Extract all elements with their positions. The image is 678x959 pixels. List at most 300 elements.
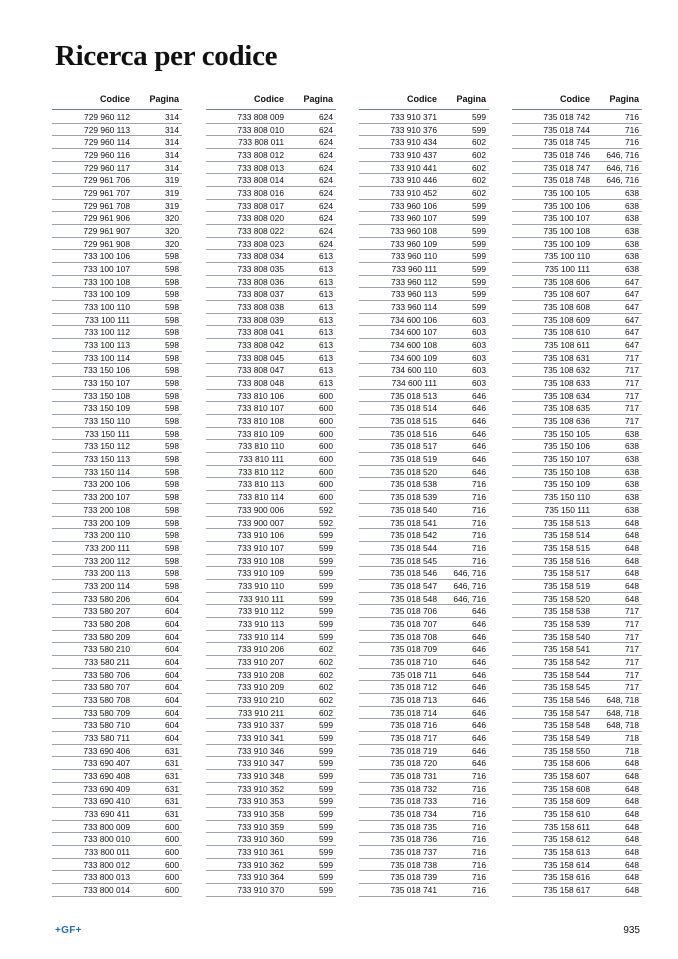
page-cell: 604 <box>165 694 179 705</box>
code-cell: 733 150 107 <box>83 378 130 389</box>
page-cell: 624 <box>319 175 333 186</box>
code-cell: 733 150 111 <box>84 428 130 439</box>
page-cell: 598 <box>165 568 179 579</box>
table-row <box>359 681 489 694</box>
code-cell: 733 960 108 <box>390 226 437 237</box>
table-row <box>206 301 336 314</box>
code-cell: 733 150 113 <box>84 454 130 465</box>
table-row <box>206 681 336 694</box>
page-cell: 646 <box>472 758 486 769</box>
page-cell: 599 <box>472 226 486 237</box>
table-row <box>52 187 182 200</box>
code-cell: 735 018 731 <box>390 770 437 781</box>
code-cell: 735 018 733 <box>390 796 437 807</box>
table-row <box>512 719 642 732</box>
code-cell: 735 018 719 <box>390 745 437 756</box>
table-row <box>206 694 336 707</box>
page-cell: 599 <box>319 631 333 642</box>
table-row <box>512 618 642 631</box>
page-cell: 717 <box>625 403 639 414</box>
table-row <box>512 174 642 187</box>
table-row <box>52 428 182 441</box>
code-cell: 733 910 446 <box>390 175 437 186</box>
page-cell: 638 <box>625 492 639 503</box>
table-row <box>359 364 489 377</box>
code-cell: 733 910 441 <box>390 162 437 173</box>
table-row <box>206 618 336 631</box>
code-cell: 733 100 114 <box>84 352 130 363</box>
column-header <box>512 94 642 110</box>
page-cell: 717 <box>625 618 639 629</box>
table-row <box>206 504 336 517</box>
table-row <box>52 326 182 339</box>
page-cell: 648 <box>625 859 639 870</box>
code-cell: 735 158 611 <box>544 821 590 832</box>
code-cell: 729 961 908 <box>83 238 130 249</box>
page-cell: 613 <box>319 264 333 275</box>
page-cell: 648, 718 <box>606 694 639 705</box>
code-cell: 733 910 209 <box>237 682 284 693</box>
table-row <box>52 732 182 745</box>
page-cell: 598 <box>165 479 179 490</box>
table-row <box>512 859 642 872</box>
page-cell: 647 <box>625 302 639 313</box>
page-cell: 599 <box>319 796 333 807</box>
page-cell: 600 <box>319 466 333 477</box>
code-cell: 735 158 538 <box>543 606 590 617</box>
code-cell: 733 960 110 <box>391 251 437 262</box>
table-row <box>512 669 642 682</box>
page-cell: 602 <box>472 175 486 186</box>
page-cell: 638 <box>625 238 639 249</box>
table-row <box>52 225 182 238</box>
table-row <box>206 846 336 859</box>
table-row <box>359 517 489 530</box>
page-cell: 716 <box>472 770 486 781</box>
code-cell: 735 100 111 <box>544 264 590 275</box>
code-cell: 735 018 547 <box>390 580 437 591</box>
table-row <box>52 795 182 808</box>
code-cell: 735 100 110 <box>544 251 590 262</box>
table-row <box>206 808 336 821</box>
table-row <box>512 707 642 720</box>
table-row <box>52 288 182 301</box>
table-row <box>359 200 489 213</box>
page-cell: 599 <box>472 251 486 262</box>
table-row <box>206 884 336 897</box>
table-row <box>512 517 642 530</box>
code-cell: 735 108 610 <box>543 327 590 338</box>
table-row <box>52 212 182 225</box>
code-cell: 733 960 107 <box>390 213 437 224</box>
page-cell: 598 <box>165 492 179 503</box>
code-cell: 733 960 106 <box>390 200 437 211</box>
code-cell: 735 018 541 <box>390 517 437 528</box>
page-cell: 716 <box>472 517 486 528</box>
page-cell: 320 <box>165 238 179 249</box>
page-cell: 598 <box>165 390 179 401</box>
code-cell: 733 808 042 <box>237 340 284 351</box>
code-cell: 735 018 720 <box>390 758 437 769</box>
code-cell: 733 800 011 <box>84 846 130 857</box>
code-header: Codice <box>406 94 437 104</box>
page-cell: 716 <box>472 542 486 553</box>
page-cell: 598 <box>165 340 179 351</box>
page-cell: 599 <box>319 834 333 845</box>
code-cell: 735 158 516 <box>543 555 590 566</box>
page-cell: 600 <box>319 416 333 427</box>
code-cell: 733 690 408 <box>83 770 130 781</box>
code-cell: 729 960 114 <box>84 137 130 148</box>
code-cell: 735 150 105 <box>543 428 590 439</box>
table-row <box>206 593 336 606</box>
page-cell: 598 <box>165 454 179 465</box>
table-row <box>512 124 642 137</box>
page-cell: 598 <box>165 530 179 541</box>
table-row <box>359 187 489 200</box>
page-cell: 646 <box>472 707 486 718</box>
code-cell: 733 808 011 <box>238 137 284 148</box>
table-row <box>512 745 642 758</box>
page-cell: 599 <box>319 606 333 617</box>
code-cell: 733 910 110 <box>238 580 284 591</box>
page-cell: 604 <box>165 720 179 731</box>
table-row <box>359 770 489 783</box>
code-cell: 735 018 713 <box>390 694 437 705</box>
page-cell: 602 <box>472 150 486 161</box>
code-cell: 733 910 341 <box>237 732 284 743</box>
code-cell: 733 150 109 <box>83 403 130 414</box>
page-cell: 648 <box>625 517 639 528</box>
page-cell: 599 <box>319 530 333 541</box>
code-cell: 733 690 406 <box>83 745 130 756</box>
table-row <box>512 238 642 251</box>
code-cell: 729 961 706 <box>83 175 130 186</box>
page-cell: 646 <box>472 631 486 642</box>
code-cell: 735 158 549 <box>543 732 590 743</box>
code-cell: 735 018 542 <box>390 530 437 541</box>
table-row <box>512 871 642 884</box>
table-row <box>206 453 336 466</box>
page-cell: 600 <box>165 821 179 832</box>
table-row <box>206 770 336 783</box>
table-row <box>359 618 489 631</box>
index-rows <box>52 111 182 897</box>
table-row <box>206 415 336 428</box>
page-cell: 598 <box>165 365 179 376</box>
code-cell: 735 018 520 <box>390 466 437 477</box>
page-cell: 624 <box>319 112 333 122</box>
table-row <box>206 669 336 682</box>
code-cell: 733 808 016 <box>237 188 284 199</box>
code-cell: 735 150 107 <box>543 454 590 465</box>
code-cell: 733 100 106 <box>83 251 130 262</box>
table-row <box>359 542 489 555</box>
table-row <box>512 643 642 656</box>
table-row <box>359 440 489 453</box>
gf-logo: +GF+ <box>55 925 82 936</box>
table-row <box>52 707 182 720</box>
table-row <box>512 504 642 517</box>
table-row <box>52 821 182 834</box>
code-cell: 735 158 514 <box>543 530 590 541</box>
page-cell: 716 <box>472 808 486 819</box>
table-row <box>206 263 336 276</box>
index-column-1 <box>52 94 182 897</box>
table-row <box>206 238 336 251</box>
code-cell: 735 018 514 <box>390 403 437 414</box>
column-header <box>206 94 336 110</box>
table-row <box>359 580 489 593</box>
page-cell: 598 <box>165 428 179 439</box>
page-cell: 646 <box>472 606 486 617</box>
table-row <box>512 200 642 213</box>
page-cell: 646 <box>472 694 486 705</box>
code-cell: 733 150 106 <box>83 365 130 376</box>
code-cell: 735 018 742 <box>543 112 590 122</box>
code-cell: 734 600 111 <box>391 378 437 389</box>
code-cell: 735 108 632 <box>543 365 590 376</box>
table-row <box>512 631 642 644</box>
table-row <box>359 238 489 251</box>
page-cell: 599 <box>319 745 333 756</box>
table-row <box>359 707 489 720</box>
page-cell: 613 <box>319 314 333 325</box>
table-row <box>206 187 336 200</box>
table-row <box>359 212 489 225</box>
page-cell: 598 <box>165 251 179 262</box>
page-cell: 599 <box>319 580 333 591</box>
code-cell: 733 960 113 <box>391 289 437 300</box>
code-cell: 733 690 410 <box>83 796 130 807</box>
code-cell: 733 910 106 <box>237 530 284 541</box>
table-row <box>206 390 336 403</box>
page-cell: 598 <box>165 403 179 414</box>
code-cell: 735 100 108 <box>543 226 590 237</box>
table-row <box>512 263 642 276</box>
page-cell: 598 <box>165 416 179 427</box>
page-cell: 602 <box>472 188 486 199</box>
code-cell: 733 800 012 <box>83 859 130 870</box>
code-cell: 734 600 107 <box>390 327 437 338</box>
page-cell: 600 <box>165 846 179 857</box>
page-cell: 648 <box>625 783 639 794</box>
page-cell: 592 <box>319 504 333 515</box>
table-row <box>52 352 182 365</box>
code-cell: 735 108 635 <box>543 403 590 414</box>
page-cell: 613 <box>319 340 333 351</box>
page-cell: 604 <box>165 618 179 629</box>
page-cell: 314 <box>165 162 179 173</box>
code-cell: 733 580 208 <box>83 618 130 629</box>
code-cell: 733 808 037 <box>237 289 284 300</box>
table-row <box>52 111 182 124</box>
code-cell: 733 960 114 <box>391 302 437 313</box>
table-row <box>206 517 336 530</box>
page-cell: 598 <box>165 466 179 477</box>
code-cell: 733 910 376 <box>390 124 437 135</box>
page-cell: 646 <box>472 656 486 667</box>
code-cell: 733 800 009 <box>83 821 130 832</box>
table-row <box>359 377 489 390</box>
page-cell: 598 <box>165 378 179 389</box>
table-row <box>52 846 182 859</box>
table-row <box>359 263 489 276</box>
page-cell: 624 <box>319 188 333 199</box>
table-row <box>512 415 642 428</box>
page-cell: 646 <box>472 403 486 414</box>
table-row <box>512 162 642 175</box>
table-row <box>512 276 642 289</box>
page-cell: 599 <box>319 770 333 781</box>
page-cell: 604 <box>165 682 179 693</box>
page-cell: 602 <box>319 682 333 693</box>
code-cell: 733 808 010 <box>237 124 284 135</box>
index-column-4 <box>512 94 642 897</box>
page-cell: 600 <box>165 872 179 883</box>
code-cell: 729 961 906 <box>83 213 130 224</box>
code-cell: 735 158 546 <box>543 694 590 705</box>
code-cell: 735 018 744 <box>543 124 590 135</box>
code-cell: 735 018 717 <box>390 732 437 743</box>
page-cell: 717 <box>625 682 639 693</box>
page-cell: 613 <box>319 378 333 389</box>
page-cell: 646 <box>472 390 486 401</box>
table-row <box>512 339 642 352</box>
table-row <box>206 200 336 213</box>
page-cell: 602 <box>319 707 333 718</box>
page-cell: 319 <box>165 175 179 186</box>
table-row <box>512 364 642 377</box>
table-row <box>359 276 489 289</box>
table-row <box>512 288 642 301</box>
table-row <box>512 250 642 263</box>
table-row <box>206 352 336 365</box>
code-cell: 733 580 707 <box>83 682 130 693</box>
code-cell: 733 808 023 <box>237 238 284 249</box>
code-index <box>52 94 644 906</box>
table-row <box>206 555 336 568</box>
table-row <box>359 352 489 365</box>
table-row <box>206 136 336 149</box>
page-cell: 604 <box>165 593 179 604</box>
page-cell: 604 <box>165 631 179 642</box>
code-cell: 733 808 048 <box>237 378 284 389</box>
code-cell: 735 108 609 <box>543 314 590 325</box>
code-cell: 735 100 109 <box>543 238 590 249</box>
table-row <box>359 466 489 479</box>
table-row <box>359 504 489 517</box>
page-cell: 624 <box>319 124 333 135</box>
page-cell: 599 <box>319 568 333 579</box>
page-cell: 638 <box>625 226 639 237</box>
table-row <box>512 605 642 618</box>
page-cell: 599 <box>472 112 486 122</box>
page-cell: 599 <box>472 302 486 313</box>
code-header: Codice <box>99 94 130 104</box>
code-cell: 733 150 112 <box>84 441 130 452</box>
index-rows <box>512 111 642 897</box>
table-row <box>52 719 182 732</box>
code-cell: 729 960 112 <box>84 112 130 122</box>
code-cell: 733 808 014 <box>237 175 284 186</box>
table-row <box>206 174 336 187</box>
page-cell: 319 <box>165 188 179 199</box>
table-row <box>359 453 489 466</box>
page-cell: 598 <box>165 352 179 363</box>
table-row <box>206 859 336 872</box>
page-cell: 647 <box>625 327 639 338</box>
page-cell: 646 <box>472 441 486 452</box>
page-cell: 648 <box>625 530 639 541</box>
code-cell: 733 910 107 <box>237 542 284 553</box>
page-cell: 717 <box>625 644 639 655</box>
table-row <box>52 580 182 593</box>
page-header: Pagina <box>456 94 486 104</box>
table-row <box>206 542 336 555</box>
table-row <box>359 491 489 504</box>
page-cell: 600 <box>319 479 333 490</box>
table-row <box>512 212 642 225</box>
code-cell: 733 910 347 <box>237 758 284 769</box>
code-cell: 733 690 407 <box>83 758 130 769</box>
page-cell: 592 <box>319 517 333 528</box>
page-cell: 599 <box>319 720 333 731</box>
code-cell: 735 018 739 <box>390 872 437 883</box>
code-cell: 733 910 114 <box>238 631 284 642</box>
table-row <box>359 846 489 859</box>
code-cell: 733 808 035 <box>237 264 284 275</box>
table-row <box>359 174 489 187</box>
page-cell: 602 <box>319 694 333 705</box>
page-cell: 624 <box>319 238 333 249</box>
table-row <box>52 314 182 327</box>
code-cell: 729 961 708 <box>83 200 130 211</box>
table-row <box>359 884 489 897</box>
code-cell: 733 200 106 <box>83 479 130 490</box>
table-row <box>52 453 182 466</box>
table-row <box>359 326 489 339</box>
table-row <box>512 187 642 200</box>
table-row <box>359 111 489 124</box>
page-cell: 613 <box>319 327 333 338</box>
code-cell: 735 018 735 <box>390 821 437 832</box>
code-cell: 735 158 515 <box>543 542 590 553</box>
table-row <box>359 694 489 707</box>
code-cell: 733 900 006 <box>237 504 284 515</box>
code-cell: 729 961 907 <box>83 226 130 237</box>
page-cell: 717 <box>625 606 639 617</box>
page-cell: 638 <box>625 264 639 275</box>
code-cell: 733 200 113 <box>84 568 130 579</box>
code-cell: 735 158 612 <box>543 834 590 845</box>
page-cell: 638 <box>625 454 639 465</box>
page-cell: 638 <box>625 251 639 262</box>
code-cell: 733 100 110 <box>84 302 130 313</box>
code-cell: 735 108 611 <box>544 340 590 351</box>
table-row <box>52 466 182 479</box>
table-row <box>512 529 642 542</box>
table-row <box>512 301 642 314</box>
page-cell: 646 <box>472 618 486 629</box>
table-row <box>52 162 182 175</box>
code-cell: 735 108 633 <box>543 378 590 389</box>
code-cell: 735 018 709 <box>390 644 437 655</box>
code-cell: 735 158 547 <box>543 707 590 718</box>
page-cell: 602 <box>319 656 333 667</box>
page-cell: 604 <box>165 644 179 655</box>
table-row <box>206 149 336 162</box>
